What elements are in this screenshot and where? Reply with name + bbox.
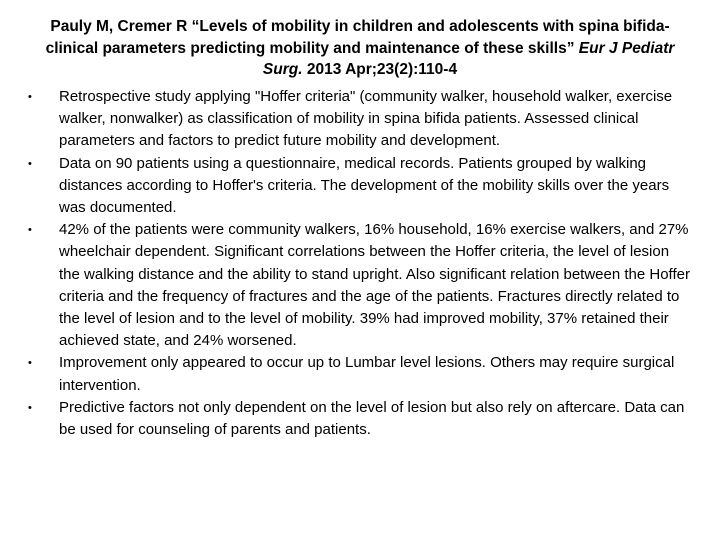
bullet-item-predictive-factors bbox=[0, 397, 720, 441]
title-quote: “Levels of mobility in children and adolescents with spina bifida-clinical parameters predicting mobility and maintenance of these skills” bbox=[45, 18, 670, 57]
bullet-text: Data on 90 patients using a questionnaire, medical records. Patients grouped by walking distances according to Hoffer's criteria. The development of the mobility skills over the years was documented. bbox=[59, 154, 670, 217]
bullet-text: Retrospective study applying "Hoffer criteria" (community walker, household walker, exercise walker, nonwalker) as classification of mobility in spina bifida patients. Assessed clinical parameters and factors to predict future mobility and development. bbox=[59, 88, 673, 150]
bullet-text: 42% of the patients were community walkers, 16% household, 16% exercise walkers, and 27% wheelchair dependent. Significant correlations between the Hoffer criteria, the level of lesion the walking distance and the ability to stand upright. Also significant relation between the Hoffer criteria and the frequency of fractures and the age of the patients. Fractures directly related to the level of lesion and to the level of mobility. 39% had improved mobility, 37% retained their achieved state, and 24% worsened. bbox=[59, 221, 690, 350]
title-journal: Eur J Pediatr Surg. bbox=[262, 39, 675, 78]
bullet-item-study-design bbox=[0, 86, 720, 153]
bullet-text: Improvement only appeared to occur up to Lumbar level lesions. Others may require surgical intervention. bbox=[59, 354, 675, 394]
slide-title bbox=[30, 16, 690, 81]
title-authors: Pauly M, Cremer R bbox=[50, 18, 188, 35]
bullet-item-results bbox=[0, 219, 720, 352]
bullet-icon: • bbox=[28, 91, 32, 103]
bullet-icon: • bbox=[28, 224, 32, 237]
bullet-text: Predictive factors not only dependent on the level of lesion but also rely on aftercare. Data can be used for counseling of parents and patients. bbox=[59, 398, 685, 439]
bullet-list bbox=[0, 86, 720, 441]
bullet-icon: • bbox=[28, 157, 32, 170]
bullet-item-data bbox=[0, 153, 720, 220]
title-citation: 2013 Apr;23(2):110-4 bbox=[306, 61, 458, 78]
bullet-icon: • bbox=[28, 357, 32, 370]
bullet-icon: • bbox=[28, 401, 32, 414]
bullet-item-improvement bbox=[0, 352, 720, 396]
